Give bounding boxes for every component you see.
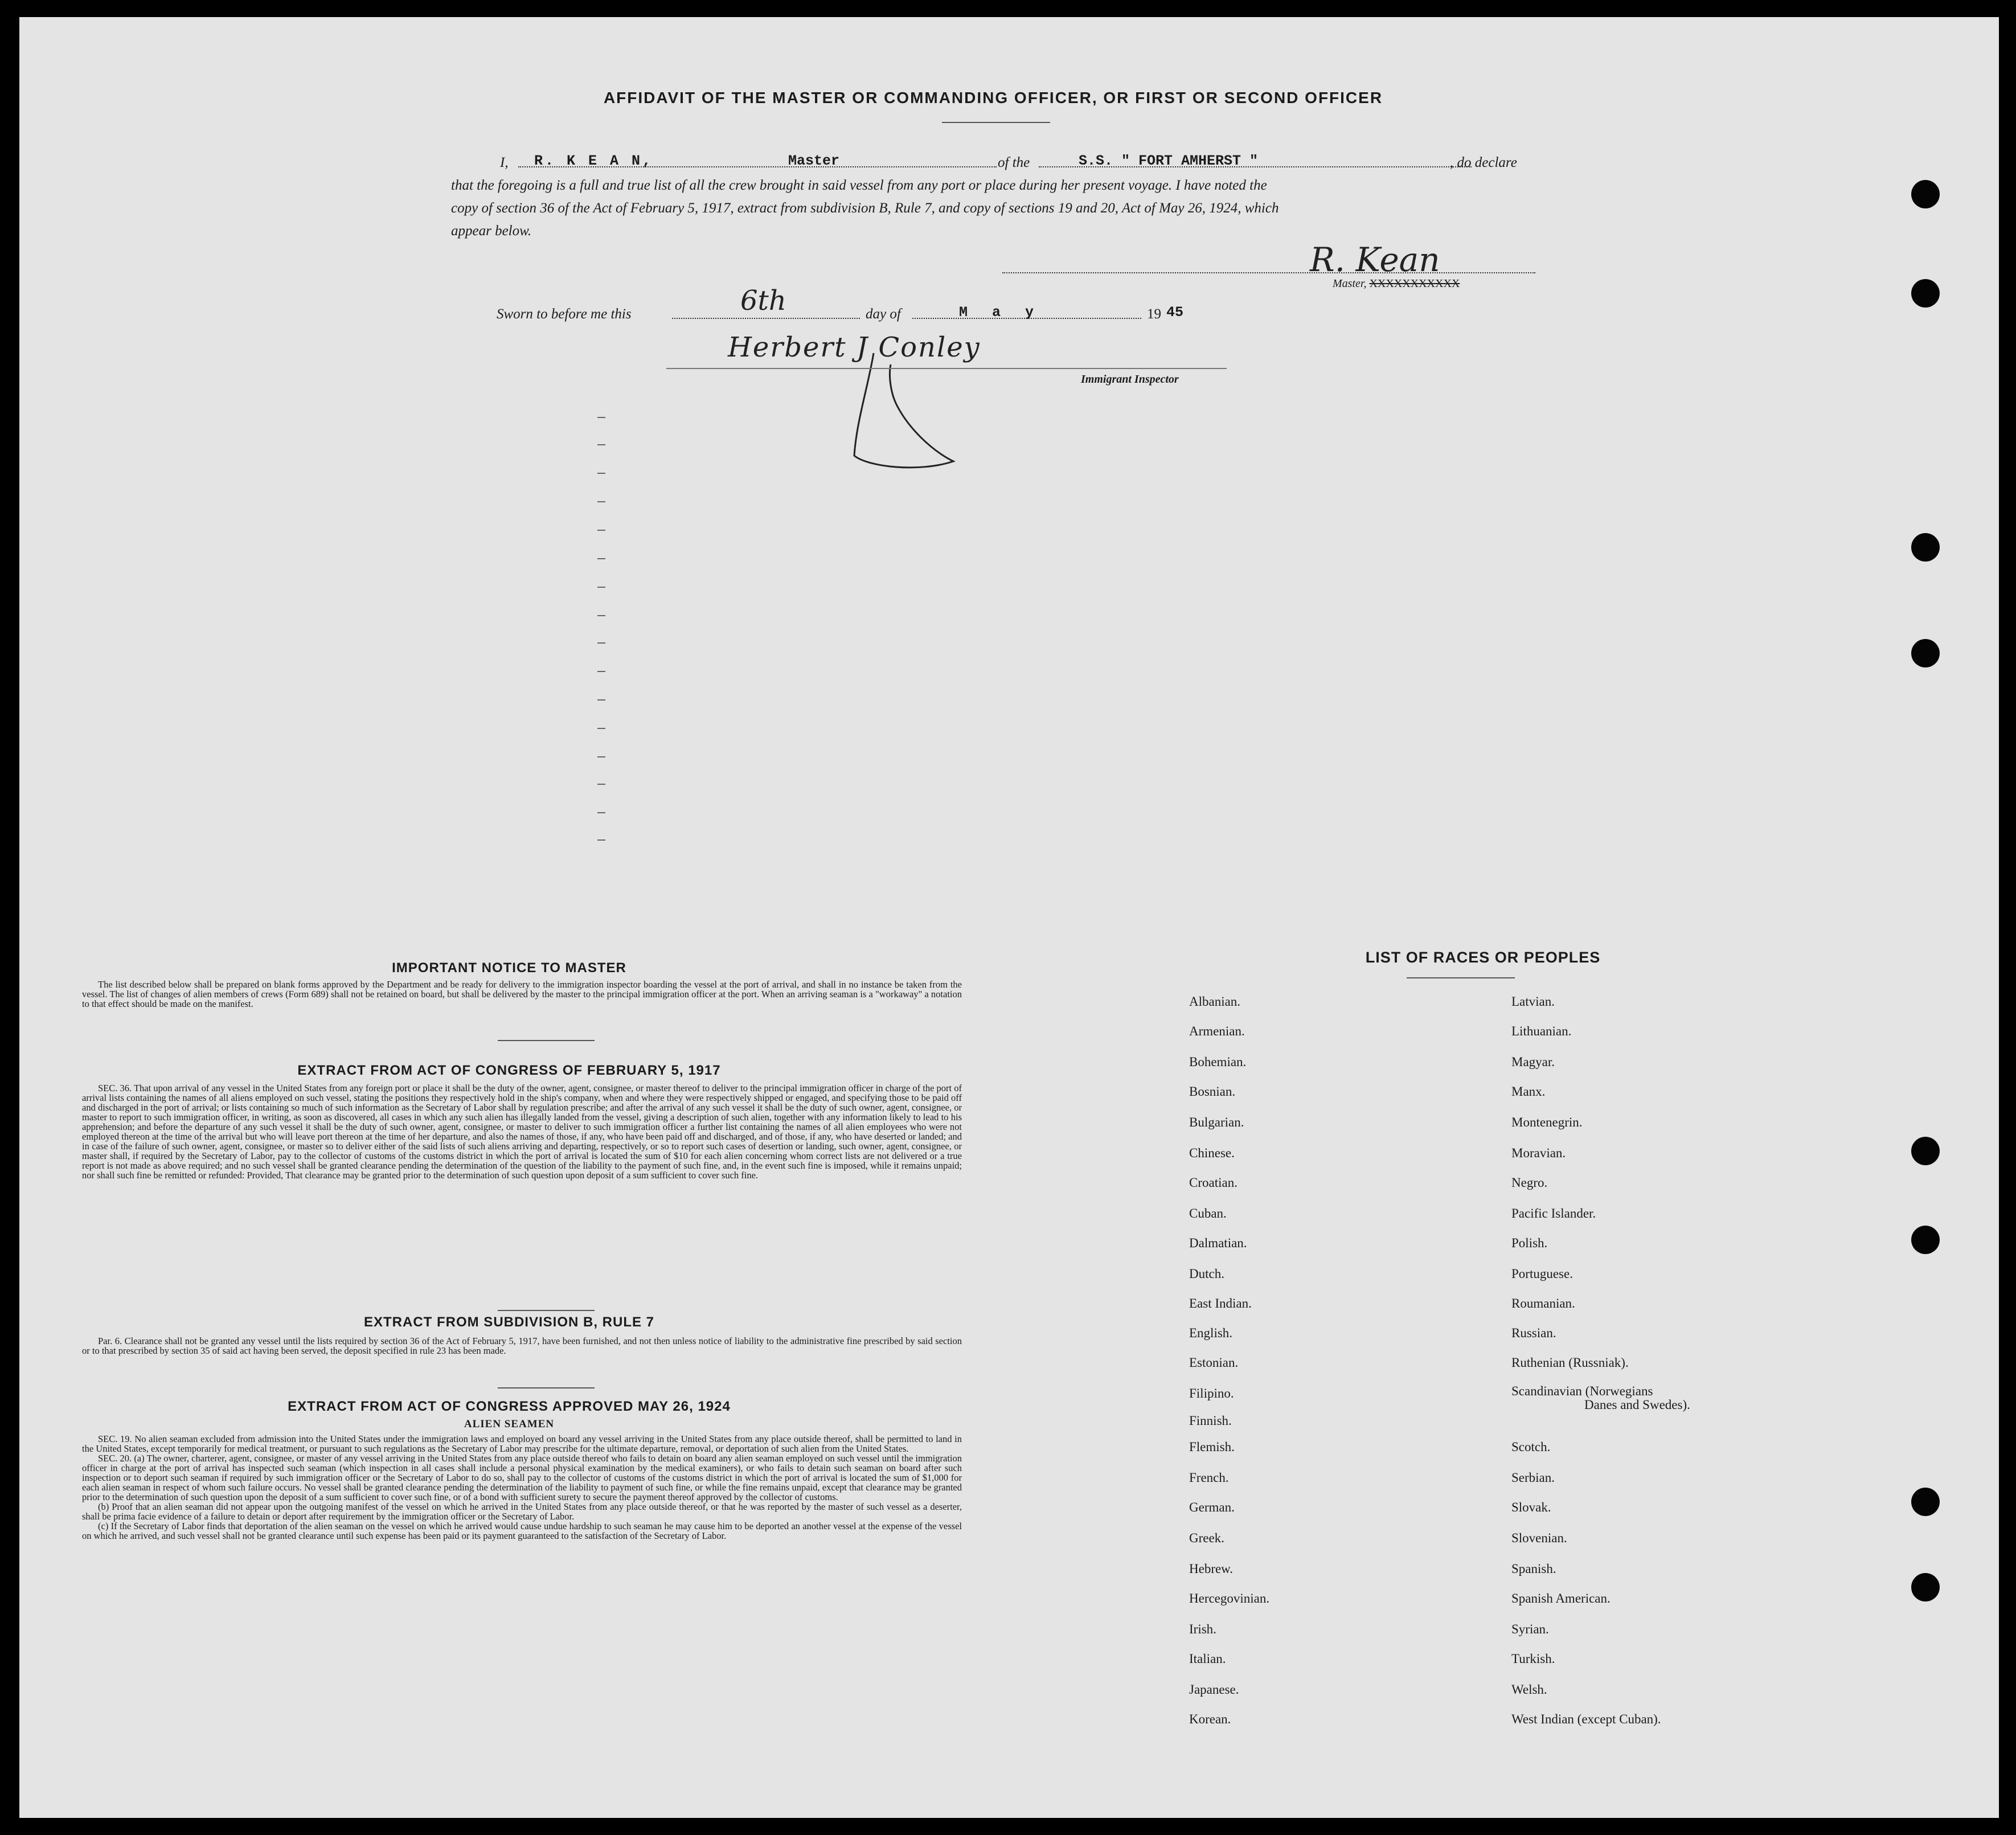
punch-hole bbox=[1911, 1488, 1940, 1516]
ship-name: S.S. " FORT AMHERST " bbox=[1079, 153, 1259, 169]
master-rank: Master bbox=[788, 153, 840, 169]
race-entry: Bosnian. bbox=[1189, 1084, 1236, 1099]
race-entry: Dutch. bbox=[1189, 1267, 1224, 1281]
race-entry: Welsh. bbox=[1511, 1682, 1547, 1697]
punch-hole bbox=[1911, 1573, 1940, 1601]
race-entry: French. bbox=[1189, 1471, 1229, 1485]
race-entry: Hebrew. bbox=[1189, 1562, 1234, 1576]
race-entry: Croatian. bbox=[1189, 1175, 1238, 1190]
column-tick bbox=[597, 587, 605, 588]
extract-rule7-heading: EXTRACT FROM SUBDIVISION B, RULE 7 bbox=[363, 1314, 655, 1330]
race-entry: Greek. bbox=[1189, 1531, 1224, 1545]
notice-paragraph: The list described below shall be prepared on blank forms approved by the Department and be ready for delivery to the immigration inspector boarding the vessel at the port of arrival, and shall in no instance be taken from the vessel. The list of changes of alien members of crews (Form 689) shall not be retained on board, but shall be delivered by the master to the principal immigration officer at the port. When an arriving seaman is a "workaway" a notation to that effect should be made on the manifest. bbox=[82, 979, 962, 1009]
race-entry: Lithuanian. bbox=[1511, 1024, 1572, 1038]
column-tick bbox=[597, 839, 605, 841]
inspector-signature-line bbox=[666, 368, 1227, 369]
column-tick bbox=[597, 728, 605, 729]
race-entry: Polish. bbox=[1511, 1236, 1548, 1250]
do-declare-label: , do declare bbox=[1450, 155, 1517, 170]
race-entry: Negro. bbox=[1511, 1175, 1548, 1190]
race-entry: Japanese. bbox=[1189, 1682, 1239, 1697]
race-entry: Syrian. bbox=[1511, 1622, 1549, 1636]
race-entry: Slovak. bbox=[1511, 1500, 1551, 1514]
punch-hole bbox=[1911, 180, 1940, 208]
punch-hole bbox=[1911, 639, 1940, 667]
column-tick bbox=[597, 558, 605, 559]
extract-1917-heading: EXTRACT FROM ACT OF CONGRESS OF FEBRUARY 5, 1917 bbox=[297, 1063, 721, 1078]
race-entry: Filipino. bbox=[1189, 1386, 1234, 1400]
race-entry: Slovenian. bbox=[1511, 1531, 1567, 1545]
notice-text bbox=[82, 980, 962, 1009]
section-20b-paragraph: (b) Proof that an alien seaman did not appear upon the outgoing manifest of the vessel on which he arrived in the United States from any place outside thereof, or that he was reported by the master of such vessel as a deserter, shall be prima facie evidence of a failure to detain or deport after requirement by the immigration officer or the Secretary of Labor. bbox=[82, 1501, 962, 1522]
column-tick bbox=[597, 642, 605, 644]
race-entry: Bohemian. bbox=[1189, 1055, 1247, 1069]
column-tick bbox=[597, 756, 605, 757]
race-entry: Spanish American. bbox=[1511, 1591, 1611, 1605]
race-entry: Ruthenian (Russniak). bbox=[1511, 1355, 1629, 1370]
race-entry: Russian. bbox=[1511, 1326, 1556, 1340]
race-entry: Korean. bbox=[1189, 1712, 1231, 1726]
race-entry: Armenian. bbox=[1189, 1024, 1245, 1038]
race-entry: East Indian. bbox=[1189, 1296, 1252, 1310]
section-19-paragraph: SEC. 19. No alien seaman excluded from admission into the United States under the immigration laws and employed on board any vessel arriving in the United States from any place outside thereof, shall be permitted to land in the United States, except temporarily for medical treatment, or pursuant to such regulations as the Secretary of Labor may prescribe for the ultimate departure, removal, or deportation of such alien from the United States. bbox=[82, 1433, 962, 1454]
column-tick bbox=[597, 473, 605, 474]
struck-title: XXXXXXXXXXX bbox=[1369, 277, 1460, 290]
extract-1917-text bbox=[82, 1083, 962, 1180]
section-20a-paragraph: SEC. 20. (a) The owner, charterer, agent, consignee, or master of any vessel arriving in the United States from any place outside thereof who fails to detain on board any alien seaman employed on such vessel until the immigration officer in charge at the port of arrival has inspected such seaman (which inspection in all cases shall include a personal physical examination by the medical examiners), or who fails to detain such seaman on board after such inspection or to deport such seaman if required by such immigration officer or the Secretary of Labor to do so, shall pay to the collector of customs of the customs district in which the port of arrival is located the sum of $1,000 for each alien seaman in respect of whom such failure occurs. No vessel shall be granted clearance pending the determination of the liability to payment of such fine, or while the fine remains unpaid, except that clearance may be granted prior to the determination of such question upon the deposit of a sum sufficient to cover such fine, or of a bond with sufficient surety to secure the payment thereof approved by the collector of customs. bbox=[82, 1453, 962, 1502]
race-entry: Estonian. bbox=[1189, 1355, 1239, 1370]
day-of-label: day of bbox=[866, 306, 901, 322]
race-entry: Dalmatian. bbox=[1189, 1236, 1247, 1250]
race-entry: Magyar. bbox=[1511, 1055, 1555, 1069]
column-tick bbox=[597, 444, 605, 445]
race-entry: Scandinavian (Norwegians bbox=[1511, 1384, 1653, 1398]
section-20c-paragraph: (c) If the Secretary of Labor finds that deportation of the alien seaman on the vessel on which he arrived would cause undue hardship to such seaman he may cause him to be deported an another vessel at the expense of the vessel on which he arrived, and such vessel shall not be granted clearance until such expense has been paid or its payment guaranteed to the satisfaction of the Secretary of Labor. bbox=[82, 1521, 962, 1541]
column-tick bbox=[597, 615, 605, 616]
race-entry: Flemish. bbox=[1189, 1440, 1235, 1454]
races-divider bbox=[1407, 977, 1515, 978]
section-divider bbox=[498, 1387, 595, 1388]
race-entry: Latvian. bbox=[1511, 994, 1555, 1009]
race-entry: Manx. bbox=[1511, 1084, 1546, 1099]
punch-hole bbox=[1911, 1137, 1940, 1165]
column-tick bbox=[597, 699, 605, 701]
column-tick bbox=[597, 417, 605, 418]
section-divider bbox=[498, 1040, 595, 1041]
race-entry: Chinese. bbox=[1189, 1146, 1235, 1160]
race-entry: Danes and Swedes). bbox=[1584, 1398, 1690, 1412]
master-caption-label: Master, bbox=[1333, 277, 1367, 290]
race-entry: Pacific Islander. bbox=[1511, 1206, 1596, 1220]
race-entry: Serbian. bbox=[1511, 1471, 1555, 1485]
month-value: M a y bbox=[959, 304, 1042, 321]
inspector-signature: Herbert J Conley bbox=[728, 331, 981, 363]
i-label: I, bbox=[500, 155, 509, 170]
extract-rule7-paragraph: Par. 6. Clearance shall not be granted any vessel until the lists required by section 36 of the Act of February 5, 1917, have been furnished, and not then unless notice of liability to the administrative fine prescribed by said section or to that prescribed by section 35 of said act having been served, the deposit specified in rule 23 has been made. bbox=[82, 1336, 962, 1356]
notice-heading: IMPORTANT NOTICE TO MASTER bbox=[392, 960, 626, 976]
year-prefix: 19 bbox=[1147, 306, 1161, 322]
master-signature: R. Kean bbox=[1310, 240, 1440, 279]
affidavit-line-4: appear below. bbox=[451, 223, 532, 239]
races-heading: LIST OF RACES OR PEOPLES bbox=[1365, 949, 1601, 966]
race-entry: Albanian. bbox=[1189, 994, 1241, 1009]
column-tick bbox=[597, 784, 605, 785]
signature-flourish bbox=[834, 342, 976, 484]
column-tick bbox=[597, 530, 605, 531]
race-entry: Turkish. bbox=[1511, 1652, 1555, 1666]
race-entry: Irish. bbox=[1189, 1622, 1216, 1636]
of-the-label: of the bbox=[998, 155, 1030, 170]
year-value: 45 bbox=[1166, 304, 1184, 321]
affidavit-line-3: copy of section 36 of the Act of February 5, 1917, extract from subdivision B, Rule 7, and copy of sections 19 and 20, Act of May 26, 1924, which bbox=[451, 200, 1279, 216]
extract-1917-paragraph: SEC. 36. That upon arrival of any vessel in the United States from any foreign port or place it shall be the duty of the owner, agent, consignee, or master thereof to deliver to the principal immigration officer in charge of the port of arrival lists containing the names of all aliens employed on such vessel, stating the positions they respectively hold in the ship's company, when and where they were respectively shipped or engaged, and specifying those to be paid off and discharged in the port of arrival; or lists containing so much of such information as the Secretary of Labor shall by regulation prescribe; and after the arrival of any such vessel it shall be the duty of such owner, agent, consignee, or master to report to such immigration officer, in writing, as soon as discovered, all cases in which any such alien has illegally landed from the vessel, giving a description of such alien, together with any information likely to lead to his apprehension; and before the departure of any such vessel it shall be the duty of such owner, agent, consignee, or master to deliver to such immigration officer a further list containing the names of all alien employees who were not employed thereon at the time of the arrival but who will leave port thereon at the time of her departure, and also the names of those, if any, who have been paid off and discharged, and of those, if any, who have deserted or landed; and in case of the failure of such owner, agent, consignee, or master so to deliver either of the said lists of such aliens arriving and departing, respectively, or so to report such cases of desertion or landing, such owner, agent, consignee, or master shall, if required by the Secretary of Labor, pay to the collector of customs of the customs district in which the port of arrival is located the sum of $10 for each alien concerning whom correct lists are not delivered or a true report is not made as above required; and no such vessel shall be granted clearance pending the determination of the question of the liability to the payment of such fine, and, in the event such fine is imposed, while it remains unpaid; nor shall such fine be remitted or refunded: Provided, That clearance may be granted prior to the determination of such question upon deposit of a sum sufficient to cover such fine. bbox=[82, 1083, 962, 1181]
master-caption bbox=[1333, 277, 1460, 290]
punch-hole bbox=[1911, 1226, 1940, 1254]
master-signature-line bbox=[1002, 272, 1535, 273]
section-divider bbox=[498, 1310, 595, 1311]
punch-hole bbox=[1911, 533, 1940, 562]
day-value: 6th bbox=[740, 285, 786, 317]
punch-hole bbox=[1911, 279, 1940, 308]
race-entry: Italian. bbox=[1189, 1652, 1226, 1666]
race-entry: Bulgarian. bbox=[1189, 1115, 1244, 1129]
title-divider bbox=[942, 122, 1050, 123]
race-entry: Portuguese. bbox=[1511, 1267, 1573, 1281]
master-name: R. K E A N, bbox=[534, 153, 654, 169]
document-title: AFFIDAVIT OF THE MASTER OR COMMANDING OFFICER, OR FIRST OR SECOND OFFICER bbox=[603, 89, 1383, 107]
race-entry: Cuban. bbox=[1189, 1206, 1227, 1220]
extract-1924-heading: EXTRACT FROM ACT OF CONGRESS APPROVED MAY 26, 1924 bbox=[288, 1399, 731, 1414]
race-entry: Scotch. bbox=[1511, 1440, 1551, 1454]
race-entry: Finnish. bbox=[1189, 1414, 1232, 1428]
inspector-caption: Immigrant Inspector bbox=[1081, 373, 1179, 386]
race-entry: German. bbox=[1189, 1500, 1235, 1514]
extract-1924-subheading: ALIEN SEAMEN bbox=[464, 1418, 555, 1430]
extract-rule7-text bbox=[82, 1336, 962, 1355]
sworn-label: Sworn to before me this bbox=[497, 306, 632, 322]
day-line bbox=[672, 318, 860, 319]
race-entry: West Indian (except Cuban). bbox=[1511, 1712, 1661, 1726]
extract-1924-text bbox=[82, 1434, 962, 1541]
race-entry: Roumanian. bbox=[1511, 1296, 1575, 1310]
column-tick bbox=[597, 501, 605, 502]
race-entry: English. bbox=[1189, 1326, 1233, 1340]
document-page bbox=[19, 17, 1999, 1818]
race-entry: Hercegovinian. bbox=[1189, 1591, 1270, 1605]
race-entry: Spanish. bbox=[1511, 1562, 1556, 1576]
race-entry: Moravian. bbox=[1511, 1146, 1566, 1160]
column-tick bbox=[597, 812, 605, 813]
race-entry: Montenegrin. bbox=[1511, 1115, 1583, 1129]
affidavit-line-2: that the foregoing is a full and true list of all the crew brought in said vessel from any port or place during her present voyage. I have noted the bbox=[451, 178, 1267, 193]
column-tick bbox=[597, 671, 605, 672]
